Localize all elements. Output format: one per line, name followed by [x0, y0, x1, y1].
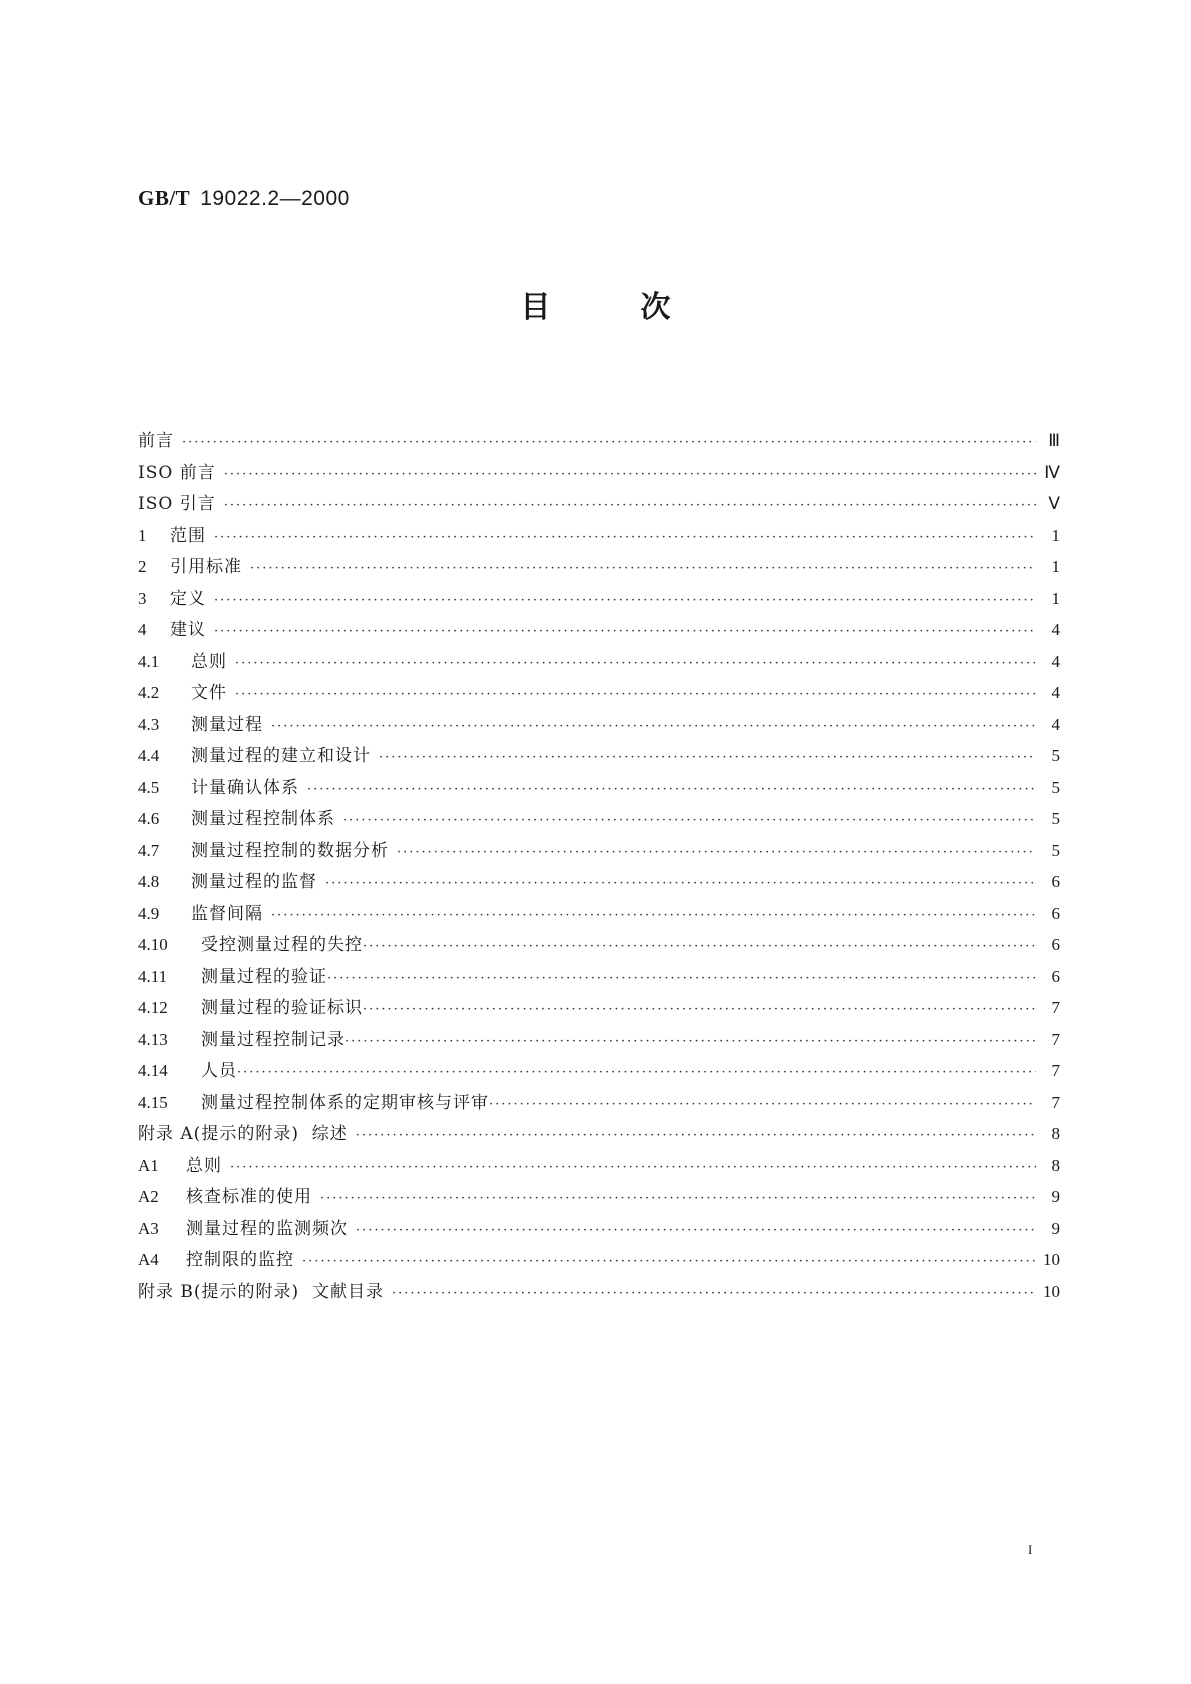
toc-entry-number: 4.2: [138, 683, 160, 702]
toc-entry-number: 4.8: [138, 872, 160, 891]
toc-entry-number: 4.7: [138, 840, 160, 860]
toc-entry-title: 测量过程的监督: [191, 872, 317, 892]
toc-entry-title: 引用标准: [170, 557, 242, 577]
toc-leader: [250, 553, 1036, 585]
toc-leader: [214, 522, 1036, 554]
toc-entry[interactable]: [138, 1150, 1060, 1182]
toc-entry-number: A3: [138, 1218, 159, 1238]
toc-leader: [237, 1057, 1036, 1089]
toc-leader: [214, 616, 1036, 648]
toc-entry-number: 4.1: [138, 651, 160, 671]
toc-leader: [489, 1089, 1036, 1121]
toc-entry-page: Ⅴ: [1048, 494, 1060, 513]
toc-entry-page: 8: [1051, 1155, 1060, 1175]
toc-entry-page: 4: [1051, 651, 1060, 671]
toc-entry-page: 5: [1051, 777, 1060, 797]
toc-entry[interactable]: [138, 488, 1060, 520]
toc-entry[interactable]: [138, 772, 1060, 804]
toc-entry-page: 7: [1051, 1092, 1060, 1112]
toc-leader: [320, 1183, 1036, 1215]
toc-entry-title: 附录 A(提示的附录) 综述: [138, 1124, 348, 1144]
toc-entry-number: 4.14: [138, 1061, 168, 1080]
toc-leader: [271, 711, 1036, 743]
toc-entry-title: 计量确认体系: [191, 777, 299, 798]
toc-entry-title: 测量过程的验证: [201, 966, 327, 987]
toc-leader: [392, 1278, 1036, 1310]
page-title: 目次: [520, 290, 761, 325]
page-number: I: [1028, 1542, 1033, 1557]
toc-entry-page: 10: [1043, 1281, 1060, 1301]
toc-entry-number: 4.5: [138, 777, 160, 797]
toc-entry-number: 4.11: [138, 966, 168, 986]
toc-entry[interactable]: [138, 835, 1060, 867]
toc-entry-page: 9: [1051, 1218, 1060, 1238]
toc-entry-page: 5: [1051, 809, 1060, 828]
toc-entry-title: 测量过程的监测频次: [186, 1218, 348, 1239]
toc-entry-page: 4: [1051, 714, 1060, 734]
toc-entry-title: 监督间隔: [191, 903, 263, 924]
toc-entry[interactable]: [138, 961, 1060, 993]
toc-leader: [224, 459, 1036, 491]
toc-entry[interactable]: [138, 1181, 1060, 1213]
standard-code-prefix: GB/T: [138, 186, 191, 210]
toc-entry[interactable]: [138, 1055, 1060, 1087]
toc-leader: [363, 931, 1036, 963]
toc-entry-number: 1: [138, 525, 147, 545]
toc-leader: [235, 648, 1036, 680]
toc-entry[interactable]: [138, 457, 1060, 489]
toc-entry-title: 测量过程: [191, 714, 263, 735]
toc-leader: [327, 963, 1036, 995]
toc-entry-page: 7: [1051, 1029, 1060, 1049]
toc-leader: [343, 805, 1036, 837]
toc-entry-title: 测量过程控制的数据分析: [191, 840, 389, 861]
toc-entry-page: 5: [1051, 746, 1060, 765]
toc-entry-title: 附录 B(提示的附录) 文献目录: [138, 1281, 384, 1302]
toc-entry-page: 6: [1051, 903, 1060, 923]
toc-entry[interactable]: [138, 898, 1060, 930]
toc-entry-page: 9: [1051, 1187, 1060, 1206]
toc-entry-page: 6: [1051, 935, 1060, 954]
toc-entry-page: 4: [1051, 620, 1060, 639]
toc-leader: [356, 1215, 1036, 1247]
toc-entry-number: A4: [138, 1250, 159, 1269]
toc-entry-number: 4.3: [138, 714, 160, 734]
toc-entry-title: 核查标准的使用: [186, 1187, 312, 1207]
toc-entry[interactable]: [138, 1118, 1060, 1150]
toc-entry-number: 4.6: [138, 809, 160, 828]
toc-entry[interactable]: [138, 740, 1060, 772]
toc-entry[interactable]: [138, 803, 1060, 835]
toc-leader: [271, 900, 1036, 932]
toc-entry-title: 文件: [191, 683, 227, 703]
toc-leader: [307, 774, 1036, 806]
toc-entry[interactable]: [138, 866, 1060, 898]
toc-entry[interactable]: [138, 992, 1060, 1024]
toc-entry-title: 人员: [201, 1061, 237, 1081]
toc-entry-number: 4: [138, 620, 147, 639]
toc-entry-title: 测量过程的验证标识: [201, 998, 363, 1018]
toc-entry-page: 1: [1051, 557, 1060, 576]
toc-leader: [345, 1026, 1036, 1058]
toc-leader: [224, 490, 1036, 522]
toc-entry-title: 建议: [170, 620, 206, 640]
toc-entry[interactable]: [138, 551, 1060, 583]
toc-entry-number: 4.12: [138, 998, 168, 1017]
toc-entry[interactable]: [138, 929, 1060, 961]
toc-entry-title: 范围: [170, 525, 206, 546]
toc-entry-page: 10: [1043, 1250, 1060, 1269]
toc-entry-number: A1: [138, 1155, 159, 1175]
toc-entry[interactable]: [138, 1213, 1060, 1245]
toc-entry[interactable]: [138, 1276, 1060, 1308]
toc-entry[interactable]: [138, 1087, 1060, 1119]
toc-entry[interactable]: [138, 425, 1060, 457]
toc-leader: [356, 1120, 1036, 1152]
toc-entry-title: 受控测量过程的失控: [201, 935, 363, 955]
toc-entry[interactable]: [138, 1244, 1060, 1276]
toc-entry-title: 前言: [138, 431, 174, 451]
standard-code: [138, 186, 350, 211]
toc-entry-title: 总则: [191, 651, 227, 672]
table-of-contents: [138, 425, 1060, 1307]
toc-entry-number: 4.9: [138, 903, 160, 923]
toc-entry-page: 5: [1051, 840, 1060, 860]
toc-leader: [214, 585, 1036, 617]
toc-entry-page: Ⅳ: [1044, 462, 1060, 482]
toc-entry[interactable]: [138, 520, 1060, 552]
toc-entry-page: 8: [1051, 1124, 1060, 1143]
toc-entry-number: 4.10: [138, 935, 168, 954]
toc-leader: [302, 1246, 1036, 1278]
toc-entry-page: 4: [1051, 683, 1060, 702]
toc-entry[interactable]: [138, 614, 1060, 646]
toc-leader: [235, 679, 1036, 711]
toc-entry-page: 1: [1051, 588, 1060, 608]
toc-entry-number: 4.13: [138, 1029, 168, 1049]
toc-entry-page: 6: [1051, 966, 1060, 986]
toc-leader: [230, 1152, 1036, 1184]
toc-entry-number: 2: [138, 557, 147, 576]
toc-leader: [325, 868, 1036, 900]
toc-leader: [182, 427, 1036, 459]
toc-entry-number: 3: [138, 588, 147, 608]
toc-entry-page: 7: [1051, 1061, 1060, 1080]
toc-entry-title: 总则: [186, 1155, 222, 1176]
toc-entry-title: 测量过程控制体系的定期审核与评审: [201, 1092, 489, 1113]
toc-entry-title: 测量过程的建立和设计: [191, 746, 371, 766]
toc-leader: [397, 837, 1036, 869]
toc-leader: [379, 742, 1036, 774]
toc-entry-page: 7: [1051, 998, 1060, 1017]
standard-code-number: 19022.2—2000: [200, 187, 350, 210]
toc-entry[interactable]: [138, 1024, 1060, 1056]
toc-entry-page: 6: [1051, 872, 1060, 891]
toc-entry[interactable]: [138, 709, 1060, 741]
toc-entry-title: 控制限的监控: [186, 1250, 294, 1270]
toc-entry-title: 测量过程控制体系: [191, 809, 335, 829]
toc-entry-title: 定义: [170, 588, 206, 609]
toc-entry-number: A2: [138, 1187, 159, 1206]
toc-entry-number: 4.4: [138, 746, 160, 765]
toc-entry-title: 测量过程控制记录: [201, 1029, 345, 1050]
toc-entry-page: Ⅲ: [1048, 431, 1060, 450]
toc-entry-page: 1: [1051, 525, 1060, 545]
toc-entry[interactable]: [138, 583, 1060, 615]
toc-entry[interactable]: [138, 646, 1060, 678]
toc-entry-title: ISO 前言: [138, 462, 216, 483]
toc-entry[interactable]: [138, 677, 1060, 709]
toc-entry-number: 4.15: [138, 1092, 168, 1112]
toc-entry-title: ISO 引言: [138, 494, 216, 514]
toc-leader: [363, 994, 1036, 1026]
